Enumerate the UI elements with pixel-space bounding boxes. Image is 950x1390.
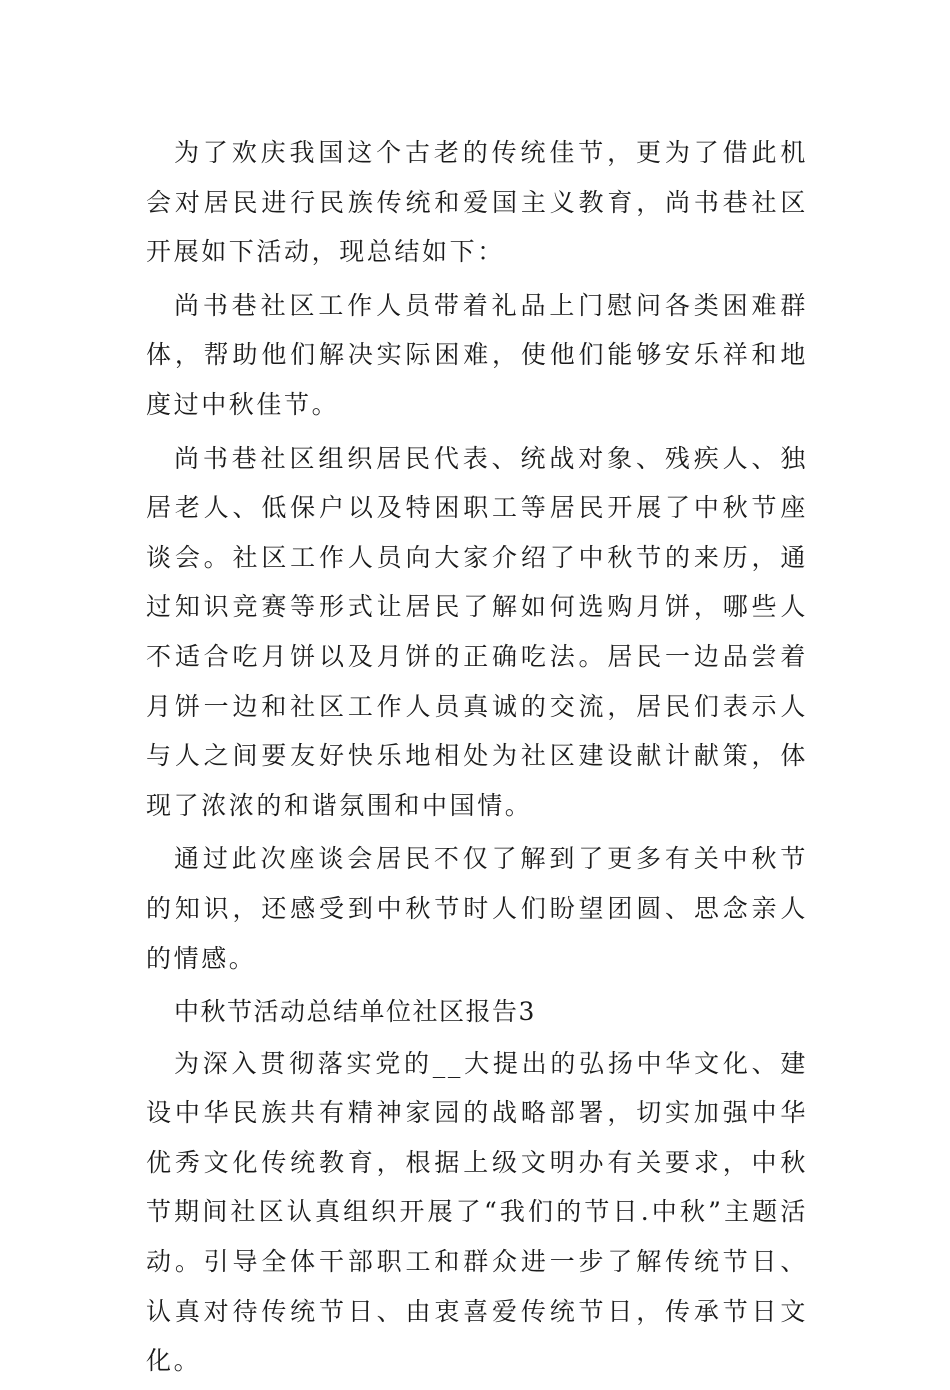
section-heading: 中秋节活动总结单位社区报告3 <box>174 997 536 1027</box>
paragraph-visits: 尚书巷社区工作人员带着礼品上门慰问各类困难群体，帮助他们解决实际困难，使他们能够安乐祥和地度过中秋佳节。 <box>146 290 808 419</box>
paragraph-outcome: 通过此次座谈会居民不仅了解到了更多有关中秋节的知识，还感受到中秋节时人们盼望团圆、思念亲人的情感。 <box>146 844 808 973</box>
paragraph-section-body: 为深入贯彻落实党的__大提出的弘扬中华文化、建设中华民族共有精神家园的战略部署，切实加强中华优秀文化传统教育，根据上级文明办有关要求，中秋节期间社区认真组织开展了“我们的节日.中秋”主题活动。引导全体干部职工和群众进一步了解传统节日、认真对待传统节日、由衷喜爱传统节日，传承节日文化。 <box>146 1048 808 1376</box>
paragraph-intro: 为了欢庆我国这个古老的传统佳节，更为了借此机会对居民进行民族传统和爱国主义教育，尚书巷社区开展如下活动，现总结如下： <box>146 138 808 267</box>
document-body <box>146 128 808 1390</box>
paragraph-forum: 尚书巷社区组织居民代表、统战对象、残疾人、独居老人、低保户以及特困职工等居民开展了中秋节座谈会。社区工作人员向大家介绍了中秋节的来历，通过知识竞赛等形式让居民了解如何选购月饼，哪些人不适合吃月饼以及月饼的正确吃法。居民一边品尝着月饼一边和社区工作人员真诚的交流，居民们表示人与人之间要友好快乐地相处为社区建设献计献策，体现了浓浓的和谐氛围和中国情。 <box>146 443 808 820</box>
